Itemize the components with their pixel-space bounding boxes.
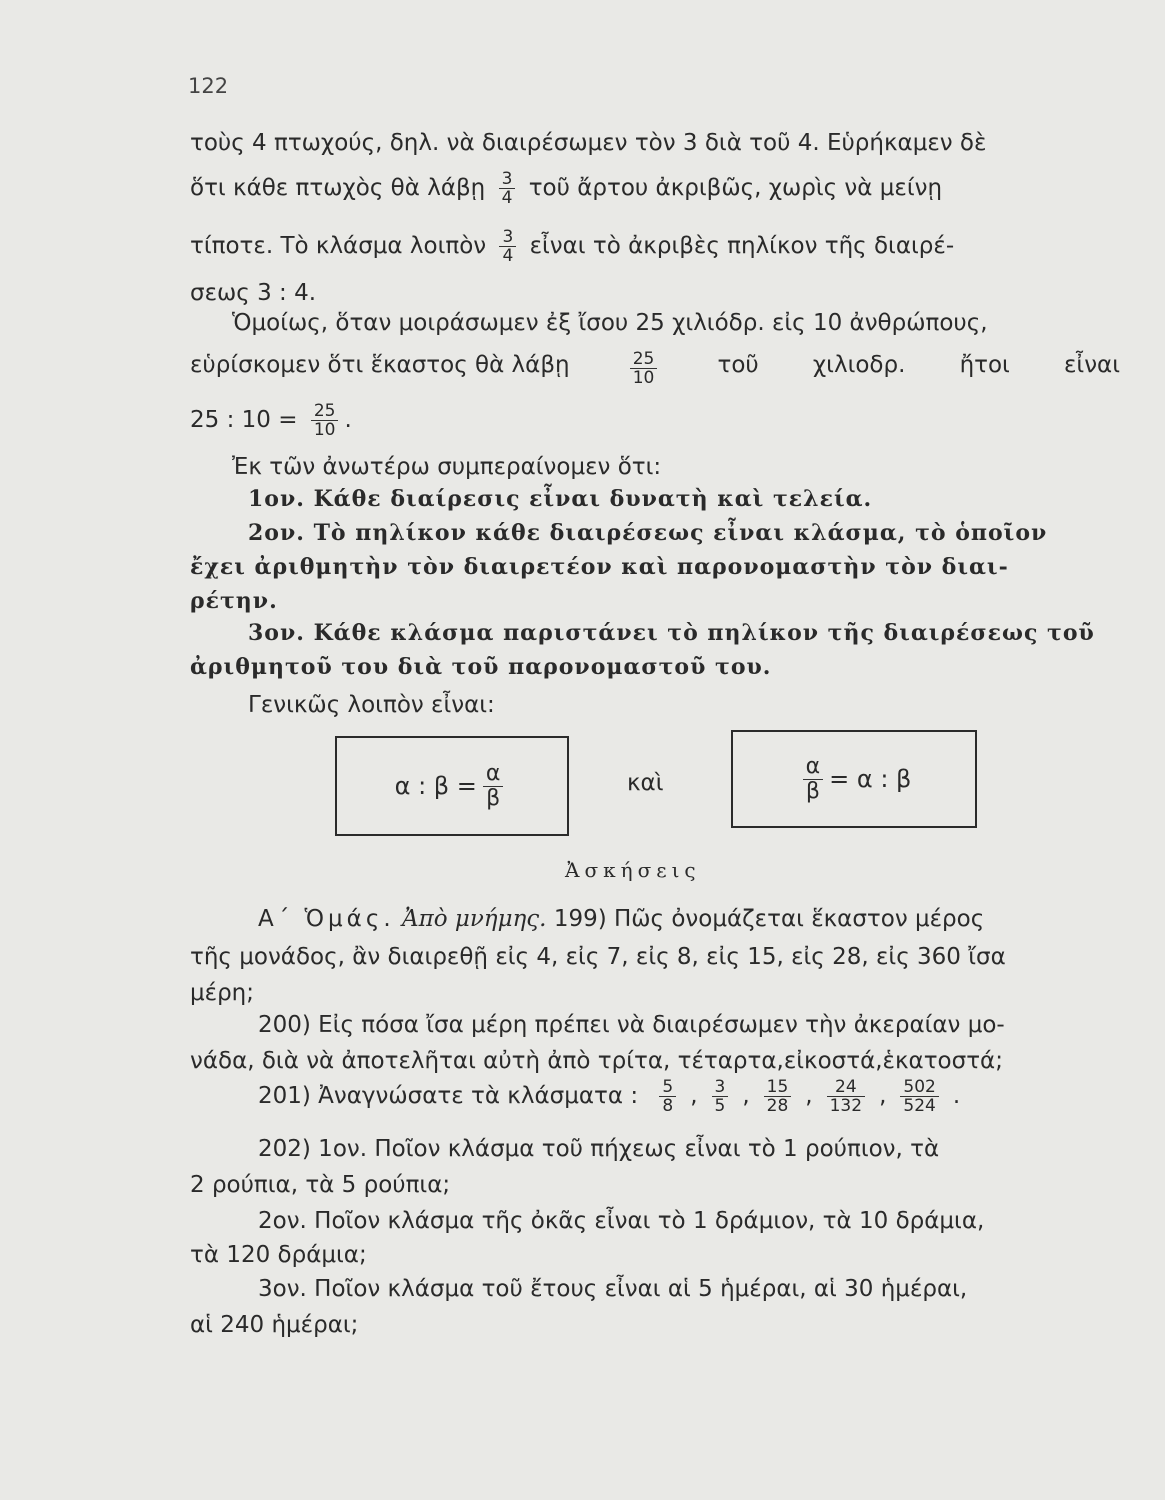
text-line-7: 25 : 10 = $\frac{25}{10}$ . (190, 401, 352, 440)
text-line-4: σεως 3 : 4. (190, 280, 317, 306)
fraction-separator: , (742, 1083, 750, 1109)
rule-3-line-2: ἀριθμητοῦ του διὰ τοῦ παρονομαστοῦ του. (190, 654, 772, 680)
fraction-25-10: $\frac{25}{10}$ (311, 402, 339, 439)
exercise-201-fractions (645, 1077, 961, 1116)
fraction-separator: , (879, 1083, 887, 1109)
exercise-199-line-2: τῆς μονάδος, ἂν διαιρεθῇ εἰς 4, εἰς 7, εἰς 8, εἰς 15, εἰς 28, εἰς 360 ἴσα (190, 944, 1006, 970)
text-line-3: τίποτε. Τὸ κλάσμα λοιπὸν $\frac{3}{4}$ εἶναι τὸ ἀκριβὲς πηλίκον τῆς διαιρέ- (190, 227, 955, 266)
exercise-202-line-3: 2ον. Ποῖον κλάσμα τῆς ὀκᾶς εἶναι τὸ 1 δράμιον, τὰ 10 δράμια, (258, 1208, 985, 1234)
exercise-200-line-1: 200) Εἰς πόσα ἴσα μέρη πρέπει νὰ διαιρέσωμεν τὴν ἀκεραίαν μο- (258, 1012, 1005, 1038)
fraction-separator: , (805, 1083, 813, 1109)
fraction-25-10: $\frac{25}{10}$ (630, 350, 658, 387)
exercise-199-line-1: Α΄ Ὁμάς. Ἀπὸ μνήμης. 199) Πῶς ὀνομάζεται ἕκαστον μέρος (258, 906, 985, 932)
exercise-199-line-3: μέρη; (190, 980, 254, 1006)
text-line-8: Ἐκ τῶν ἀνωτέρω συμπεραίνομεν ὅτι: (232, 454, 662, 480)
fraction-separator: . (952, 1083, 961, 1109)
fraction-5-8: $\frac{5}{8}$ (659, 1078, 676, 1115)
rule-1: 1ον. Κάθε διαίρεσις εἶναι δυνατὴ καὶ τελεία. (248, 486, 873, 512)
exercise-202-line-6: αἱ 240 ἡμέραι; (190, 1312, 359, 1338)
page-number: 122 (188, 74, 229, 98)
text-line-2: ὅτι κάθε πτωχὸς θὰ λάβῃ $\frac{3}{4}$ τοῦ ἄρτου ἀκριβῶς, χωρὶς νὰ μείνῃ (190, 169, 943, 208)
text-line-5: Ὁμοίως, ὅταν μοιράσωμεν ἐξ ἴσου 25 χιλιόδρ. εἰς 10 ἀνθρώπους, (232, 310, 988, 336)
fraction-502-524: $\frac{502}{524}$ (900, 1078, 938, 1115)
exercises-heading: Ἀσκήσεις (565, 858, 701, 882)
exercise-201: 201) Ἀναγνώσατε τὰ κλάσματα : $\frac{5}{8}$ , $\frac{3}{5}$ , $\frac{15}{28}$ , $\frac{24}{132}$ , $\frac{502}{524}$ . (258, 1077, 961, 1116)
text-line-1: τοὺς 4 πτωχούς, δηλ. νὰ διαιρέσωμεν τὸν 3 διὰ τοῦ 4. Εὑρήκαμεν δὲ (190, 130, 987, 156)
fraction-3-4: $\frac{3}{4}$ (499, 170, 516, 207)
rule-2-line-1: 2ον. Τὸ πηλίκον κάθε διαιρέσεως εἶναι κλάσμα, τὸ ὁποῖον (248, 520, 1048, 546)
formula-box-right: $\frac{\alpha}{\beta}$ = α : β (731, 730, 977, 828)
text-line-6: εὑρίσκομεν ὅτι ἕκαστος θὰ λάβῃ $\frac{25}{10}$ τοῦ χιλιοδρ. ἤτοι εἶναι (190, 349, 1120, 388)
exercise-200-line-2: νάδα, διὰ νὰ ἀποτελῆται αὐτὴ ἀπὸ τρίτα, τέταρτα,εἰκοστά,ἑκατοστά; (190, 1048, 1003, 1074)
fraction-alpha-beta: $\frac{\alpha}{\beta}$ (803, 755, 824, 804)
exercise-202-line-4: τὰ 120 δράμια; (190, 1242, 367, 1268)
rule-3-line-1: 3ον. Κάθε κλάσμα παριστάνει τὸ πηλίκον τῆς διαιρέσεως τοῦ (248, 620, 1095, 646)
rule-2-line-2: ἔχει ἀριθμητὴν τὸν διαιρετέον καὶ παρονομαστὴν τὸν διαι- (190, 554, 1009, 580)
fraction-3-4: $\frac{3}{4}$ (499, 228, 516, 265)
exercise-202-line-5: 3ον. Ποῖον κλάσμα τοῦ ἔτους εἶναι αἱ 5 ἡμέραι, αἱ 30 ἡμέραι, (258, 1276, 968, 1302)
general-statement: Γενικῶς λοιπὸν εἶναι: (248, 692, 495, 718)
exercise-202-line-2: 2 ρούπια, τὰ 5 ρούπια; (190, 1172, 451, 1198)
fraction-separator: , (690, 1083, 698, 1109)
rule-2-line-3: ρέτην. (190, 588, 278, 614)
and-word: καὶ (627, 770, 664, 796)
fraction-alpha-beta: $\frac{\alpha}{\beta}$ (483, 762, 504, 811)
fraction-24-132: $\frac{24}{132}$ (827, 1078, 865, 1115)
fraction-15-28: $\frac{15}{28}$ (764, 1078, 792, 1115)
fraction-3-5: $\frac{3}{5}$ (712, 1078, 729, 1115)
formula-box-left: α : β = $\frac{\alpha}{\beta}$ (335, 736, 569, 836)
exercise-202-line-1: 202) 1ον. Ποῖον κλάσμα τοῦ πήχεως εἶναι τὸ 1 ρούπιον, τὰ (258, 1136, 940, 1162)
